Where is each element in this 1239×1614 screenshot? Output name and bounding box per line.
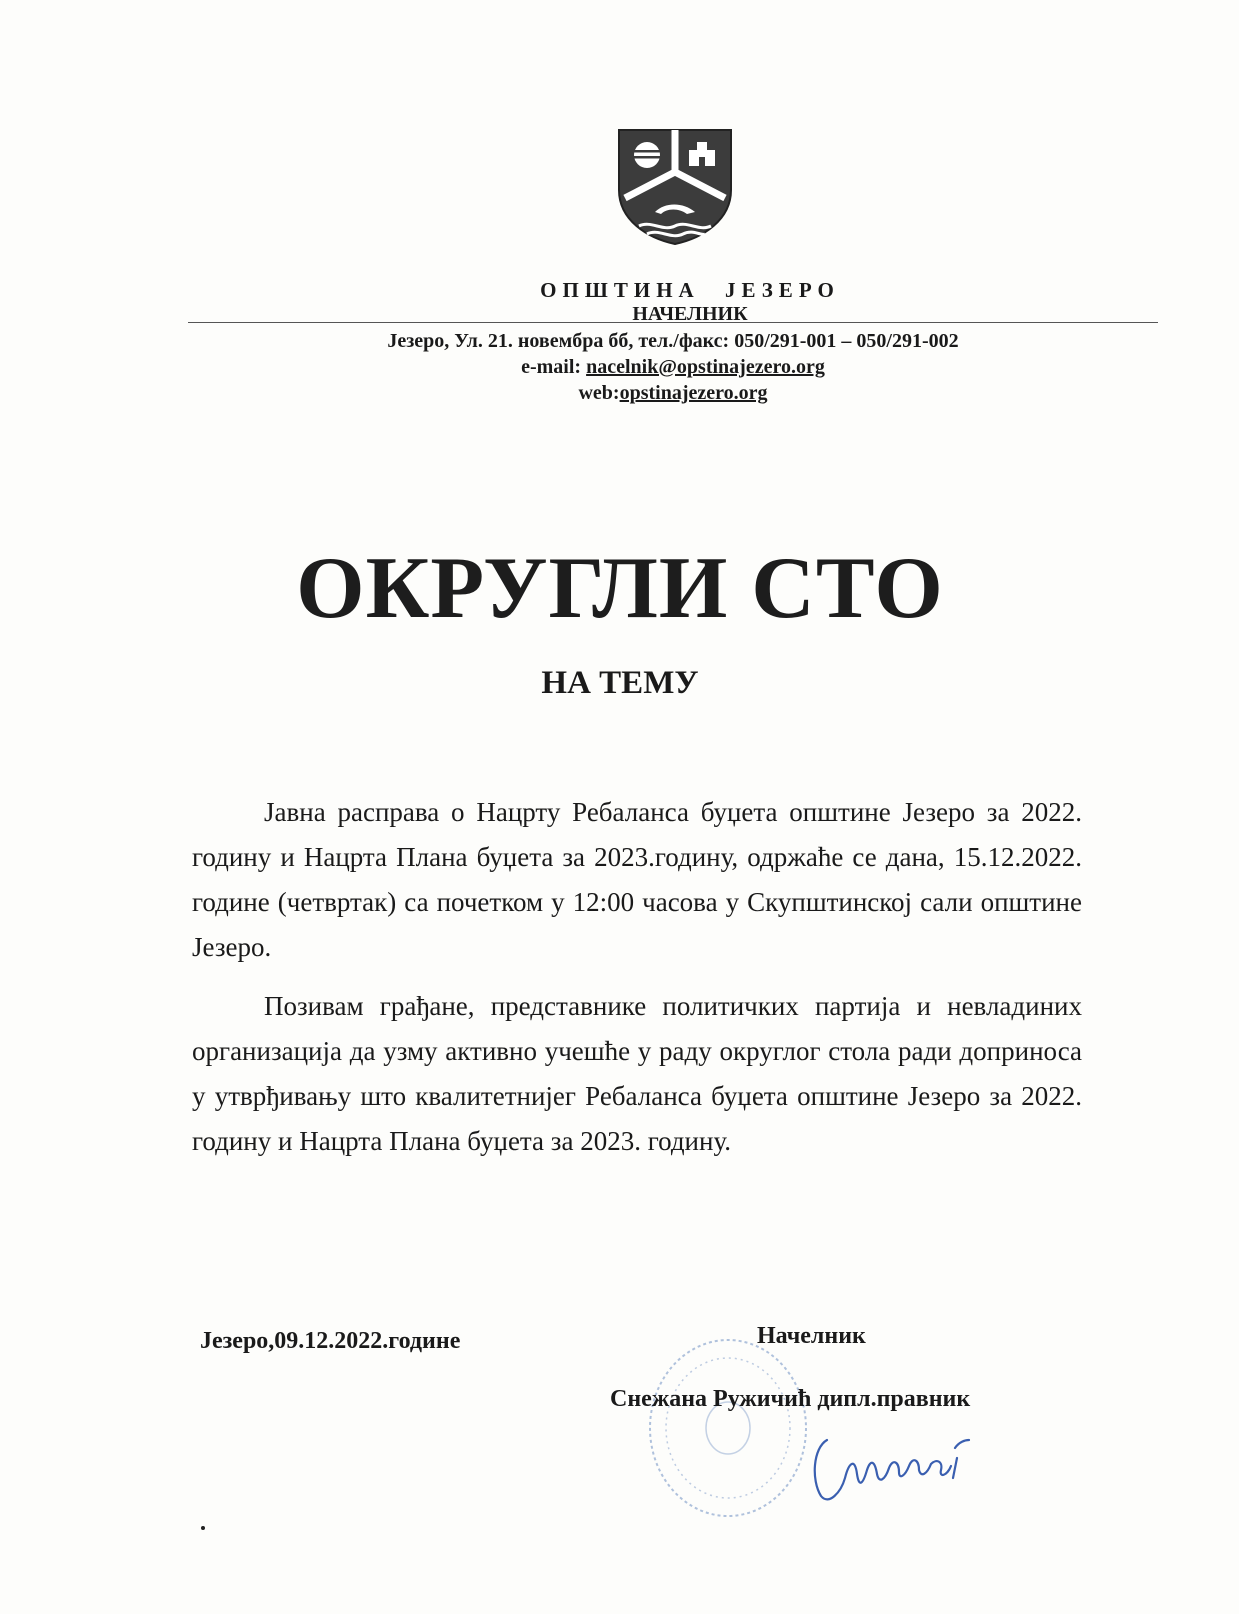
email-label: e-mail: (521, 356, 587, 378)
org-subtitle: НАЧЕЛНИК (632, 303, 748, 325)
header-divider (188, 322, 1158, 323)
handwritten-signature-icon (805, 1418, 985, 1508)
email-link[interactable]: nacelnik@opstinajezero.org (586, 356, 825, 378)
coat-of-arms-icon (617, 128, 733, 246)
web-label: web: (578, 382, 620, 404)
address-line: Језеро, Ул. 21. новембра бб, тел./факс: 050/291-001 – 050/291-002 (387, 330, 959, 352)
paragraph-announcement: Јавна расправа о Нацрту Ребаланса буџета општине Језеро за 2022. годину и Нацрта Плана буџета за 2023.годину, одржаће се дана, 15.12.2022. године (четвртак) са почетком у 12:00 часова у Скупштинској сали општине Језеро. (192, 797, 1082, 962)
body-text (192, 790, 1082, 1178)
signatory-title: Начелник (757, 1323, 866, 1349)
signatory-name: Снежана Ружичић дипл.правник (610, 1386, 971, 1412)
page-dot (201, 1526, 205, 1530)
document-subtitle: НА ТЕМУ (541, 665, 699, 701)
date-place: Језеро,09.12.2022.године (200, 1328, 461, 1354)
contact-block (188, 328, 1158, 406)
org-name: ОПШТИНА ЈЕЗЕРО (540, 278, 840, 302)
document-title: ОКРУГЛИ СТО (296, 540, 944, 637)
web-line (188, 380, 1158, 406)
email-line (188, 354, 1158, 380)
web-link[interactable]: opstinajezero.org (619, 382, 768, 404)
official-stamp-icon (643, 1333, 813, 1523)
paragraph-invitation: Позивам грађане, представнике политичких партија и невладиних организација да узму активно учешће у раду округлог стола ради доприноса у утврђивању што квалитетнијег Ребаланса буџета општине Језеро за 2022. годину и Нацрта Плана буџета за 2023. годину. (192, 991, 1082, 1156)
